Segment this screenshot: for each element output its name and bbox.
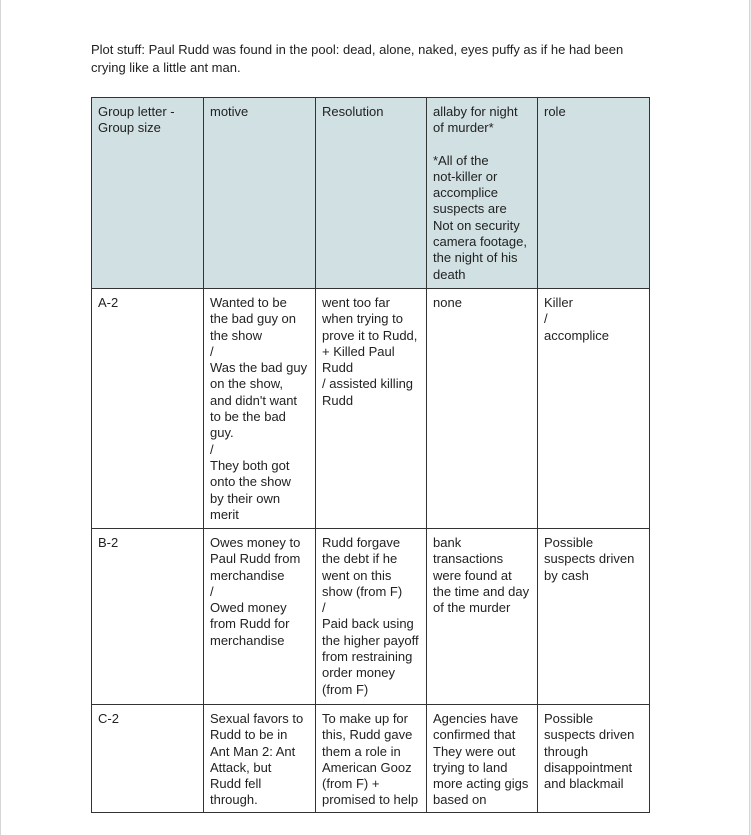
cell-text-line: Rudd to be in (210, 727, 288, 743)
header-cell[interactable] (204, 98, 316, 289)
cell-text-line: suspects are (433, 201, 507, 217)
cell-text-line: Killer (544, 295, 573, 310)
cell-text-line: Agencies have (433, 711, 519, 726)
cell-text-line: To make up for (322, 711, 408, 726)
cell-text-line: role (544, 104, 566, 119)
cell-text-line: when trying to (322, 311, 403, 327)
cell-text-line: not-killer or (433, 168, 498, 184)
table-cell[interactable] (204, 289, 316, 529)
cell-text-line: accomplice (433, 185, 499, 201)
cell-text-line: motive (210, 104, 249, 119)
cell-text-line: by cash (544, 567, 589, 583)
cell-text-line: B-2 (98, 535, 119, 550)
cell-text-line: Owes money to (210, 535, 301, 550)
cell-text-line: from Rudd for (210, 616, 290, 632)
cell-text-line: the bad guy on (210, 311, 297, 327)
cell-text-line: merchandise (210, 632, 285, 648)
cell-text-line: this, Rudd gave (322, 727, 413, 743)
cell-text-line: Owed money (210, 600, 287, 616)
cell-text-line: show (from F) (322, 583, 403, 599)
cell-text-line: prove it to Rudd, (322, 327, 418, 343)
cell-text-line: Group size (98, 120, 161, 136)
cell-text-line: confirmed that (433, 727, 516, 743)
cell-text-line: They both got (210, 457, 290, 473)
cell-text-line: of murder* (433, 120, 494, 136)
cell-text-line: Rudd forgave (322, 535, 401, 550)
cell-blank-line (433, 137, 531, 153)
cell-text-line: Wanted to be (210, 295, 287, 310)
table-cell[interactable] (92, 529, 204, 705)
table-cell[interactable] (92, 289, 204, 529)
suspects-table (91, 97, 650, 813)
table-cell[interactable] (427, 289, 538, 529)
cell-text-line: merit (210, 506, 239, 522)
cell-text-line: on the show, (210, 376, 283, 392)
cell-text-line: Group letter - (98, 104, 175, 119)
cell-text-line: Attack, but (210, 759, 272, 775)
cell-text-line: the night of his (433, 250, 518, 266)
header-cell[interactable] (427, 98, 538, 289)
cell-text-line: trying to land (433, 759, 508, 775)
cell-text-line: through. (210, 792, 258, 808)
table-cell[interactable] (538, 529, 650, 705)
cell-text-line: (from F) + (322, 776, 380, 792)
cell-text-line: Rudd fell (210, 776, 262, 792)
cell-text-line: A-2 (98, 295, 119, 310)
table-cell[interactable] (427, 705, 538, 813)
cell-text-line: the higher payoff (322, 632, 419, 648)
cell-text-line: suspects driven (544, 727, 635, 743)
cell-text-line: the show (210, 327, 263, 343)
cell-text-line: They were out (433, 743, 516, 759)
cell-text-line: camera footage, (433, 234, 527, 250)
cell-text-line: Possible (544, 711, 594, 726)
cell-text-line: death (433, 266, 466, 282)
cell-text-line: / (322, 600, 326, 616)
cell-text-line: Not on security (433, 217, 520, 233)
cell-text-line: allaby for night (433, 104, 518, 119)
table-cell[interactable] (92, 705, 204, 813)
cell-text-line: by their own (210, 490, 281, 506)
cell-text-line: and didn't want (210, 392, 298, 408)
cell-text-line: went on this (322, 567, 392, 583)
table-cell[interactable] (316, 705, 427, 813)
cell-text-line: went too far (322, 295, 390, 310)
header-cell[interactable] (316, 98, 427, 289)
header-cell[interactable] (538, 98, 650, 289)
cell-text-line: transactions (433, 551, 504, 567)
cell-text-line: (from F) (322, 681, 369, 697)
table-row (92, 529, 650, 705)
cell-text-line: Ant Man 2: Ant (210, 743, 296, 759)
cell-text-line: suspects driven (544, 551, 635, 567)
intro-paragraph: Plot stuff: Paul Rudd was found in the pool: dead, alone, naked, eyes puffy as if he had been crying like a little ant man. (91, 42, 624, 75)
cell-text-line: Was the bad guy (210, 360, 308, 376)
cell-text-line: based on (433, 792, 487, 808)
header-cell[interactable] (92, 98, 204, 289)
cell-text-line: guy. (210, 425, 234, 441)
cell-text-line: / (210, 583, 214, 599)
cell-text-line: bank (433, 535, 462, 550)
cell-text-line: and blackmail (544, 776, 624, 792)
cell-text-line: Resolution (322, 104, 384, 119)
cell-text-line: *All of the (433, 152, 489, 168)
cell-text-line: accomplice (544, 327, 610, 343)
cell-text-line: American Gooz (322, 759, 412, 775)
table-row (92, 289, 650, 529)
cell-text-line: Paid back using (322, 616, 414, 632)
table-cell[interactable] (316, 289, 427, 529)
cell-text-line: Rudd (322, 360, 354, 376)
cell-text-line: through (544, 743, 589, 759)
cell-text-line: order money (322, 665, 395, 681)
table-cell[interactable] (427, 529, 538, 705)
cell-text-line: were found at (433, 567, 512, 583)
cell-text-line: Sexual favors to (210, 711, 304, 726)
cell-text-line: merchandise (210, 567, 285, 583)
cell-text-line: / (210, 441, 214, 457)
cell-text-line: + Killed Paul (322, 343, 395, 359)
cell-text-line: promised to help (322, 792, 419, 808)
cell-text-line: more acting gigs (433, 776, 529, 792)
table-cell[interactable] (204, 529, 316, 705)
table-row (92, 705, 650, 813)
cell-text-line: disappointment (544, 759, 633, 775)
cell-text-line: the debt if he (322, 551, 398, 567)
cell-text-line: / (210, 343, 214, 359)
cell-text-line: from restraining (322, 649, 413, 665)
cell-text-line: the time and day (433, 583, 530, 599)
table-cell[interactable] (204, 705, 316, 813)
cell-text-line: / (544, 311, 548, 327)
cell-text-line: of the murder (433, 600, 511, 616)
cell-text-line: Possible (544, 535, 594, 550)
cell-text-line: / assisted killing (322, 376, 414, 392)
table-cell[interactable] (538, 705, 650, 813)
cell-text-line: Rudd (322, 392, 354, 408)
cell-text-line: none (433, 295, 462, 310)
cell-text-line: C-2 (98, 711, 119, 726)
cell-text-line: Paul Rudd from (210, 551, 301, 567)
table-header-row (92, 98, 650, 289)
table-cell[interactable] (538, 289, 650, 529)
table-cell[interactable] (316, 529, 427, 705)
cell-text-line: to be the bad (210, 409, 286, 425)
cell-text-line: onto the show (210, 474, 291, 490)
cell-text-line: them a role in (322, 743, 401, 759)
